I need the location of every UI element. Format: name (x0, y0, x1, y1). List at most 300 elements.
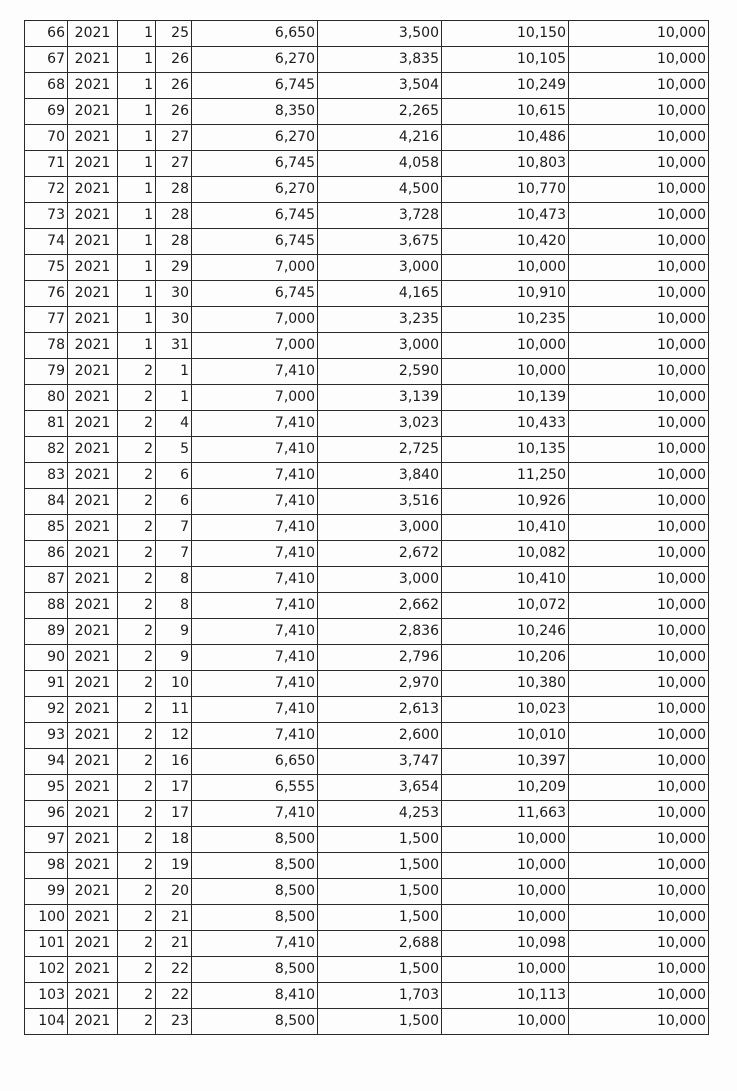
base-cell: 10,000 (569, 775, 709, 801)
month-cell: 1 (118, 177, 156, 203)
row-number-cell: 66 (25, 21, 68, 47)
month-cell: 1 (118, 229, 156, 255)
amount-b-cell: 3,000 (318, 567, 442, 593)
base-cell: 10,000 (569, 203, 709, 229)
year-cell: 2021 (68, 281, 118, 307)
amount-b-cell: 2,590 (318, 359, 442, 385)
month-cell: 2 (118, 749, 156, 775)
table-row (25, 229, 709, 255)
row-number-cell: 71 (25, 151, 68, 177)
row-number-cell: 96 (25, 801, 68, 827)
total-cell: 10,410 (442, 515, 569, 541)
year-cell: 2021 (68, 515, 118, 541)
year-cell: 2021 (68, 385, 118, 411)
month-cell: 2 (118, 437, 156, 463)
day-cell: 9 (156, 619, 192, 645)
row-number-cell: 70 (25, 125, 68, 151)
table-row (25, 73, 709, 99)
total-cell: 10,000 (442, 853, 569, 879)
month-cell: 1 (118, 73, 156, 99)
total-cell: 10,803 (442, 151, 569, 177)
total-cell: 10,000 (442, 827, 569, 853)
amount-b-cell: 1,500 (318, 879, 442, 905)
month-cell: 2 (118, 905, 156, 931)
row-number-cell: 74 (25, 229, 68, 255)
amount-b-cell: 3,500 (318, 21, 442, 47)
year-cell: 2021 (68, 21, 118, 47)
year-cell: 2021 (68, 333, 118, 359)
table-row (25, 255, 709, 281)
table-body (25, 21, 709, 1035)
row-number-cell: 68 (25, 73, 68, 99)
year-cell: 2021 (68, 463, 118, 489)
base-cell: 10,000 (569, 411, 709, 437)
amount-b-cell: 4,058 (318, 151, 442, 177)
year-cell: 2021 (68, 1009, 118, 1035)
table-row (25, 723, 709, 749)
base-cell: 10,000 (569, 177, 709, 203)
row-number-cell: 93 (25, 723, 68, 749)
year-cell: 2021 (68, 307, 118, 333)
total-cell: 10,072 (442, 593, 569, 619)
row-number-cell: 81 (25, 411, 68, 437)
year-cell: 2021 (68, 99, 118, 125)
base-cell: 10,000 (569, 983, 709, 1009)
base-cell: 10,000 (569, 801, 709, 827)
base-cell: 10,000 (569, 255, 709, 281)
base-cell: 10,000 (569, 99, 709, 125)
base-cell: 10,000 (569, 1009, 709, 1035)
day-cell: 1 (156, 359, 192, 385)
day-cell: 17 (156, 775, 192, 801)
table-row (25, 801, 709, 827)
day-cell: 29 (156, 255, 192, 281)
year-cell: 2021 (68, 619, 118, 645)
base-cell: 10,000 (569, 905, 709, 931)
total-cell: 10,615 (442, 99, 569, 125)
amount-b-cell: 3,504 (318, 73, 442, 99)
day-cell: 21 (156, 905, 192, 931)
table-row (25, 333, 709, 359)
month-cell: 2 (118, 411, 156, 437)
month-cell: 2 (118, 983, 156, 1009)
day-cell: 30 (156, 307, 192, 333)
amount-a-cell: 7,410 (192, 411, 318, 437)
row-number-cell: 83 (25, 463, 68, 489)
amount-b-cell: 2,265 (318, 99, 442, 125)
amount-a-cell: 7,410 (192, 359, 318, 385)
amount-b-cell: 1,500 (318, 853, 442, 879)
row-number-cell: 85 (25, 515, 68, 541)
row-number-cell: 75 (25, 255, 68, 281)
year-cell: 2021 (68, 125, 118, 151)
day-cell: 12 (156, 723, 192, 749)
table-row (25, 775, 709, 801)
base-cell: 10,000 (569, 723, 709, 749)
day-cell: 28 (156, 229, 192, 255)
year-cell: 2021 (68, 567, 118, 593)
amount-b-cell: 1,500 (318, 957, 442, 983)
day-cell: 27 (156, 151, 192, 177)
day-cell: 18 (156, 827, 192, 853)
month-cell: 2 (118, 1009, 156, 1035)
total-cell: 10,135 (442, 437, 569, 463)
amount-b-cell: 4,216 (318, 125, 442, 151)
amount-a-cell: 7,410 (192, 619, 318, 645)
month-cell: 2 (118, 801, 156, 827)
year-cell: 2021 (68, 593, 118, 619)
total-cell: 10,380 (442, 671, 569, 697)
amount-a-cell: 7,410 (192, 801, 318, 827)
table-row (25, 515, 709, 541)
total-cell: 10,113 (442, 983, 569, 1009)
month-cell: 1 (118, 21, 156, 47)
table-row (25, 931, 709, 957)
total-cell: 10,486 (442, 125, 569, 151)
row-number-cell: 98 (25, 853, 68, 879)
table-row (25, 21, 709, 47)
month-cell: 2 (118, 541, 156, 567)
base-cell: 10,000 (569, 385, 709, 411)
table-row (25, 385, 709, 411)
row-number-cell: 89 (25, 619, 68, 645)
base-cell: 10,000 (569, 73, 709, 99)
amount-a-cell: 6,745 (192, 203, 318, 229)
total-cell: 10,397 (442, 749, 569, 775)
total-cell: 10,105 (442, 47, 569, 73)
total-cell: 10,150 (442, 21, 569, 47)
amount-b-cell: 2,613 (318, 697, 442, 723)
year-cell: 2021 (68, 749, 118, 775)
table-row (25, 281, 709, 307)
total-cell: 11,663 (442, 801, 569, 827)
day-cell: 9 (156, 645, 192, 671)
row-number-cell: 94 (25, 749, 68, 775)
amount-b-cell: 2,970 (318, 671, 442, 697)
total-cell: 10,098 (442, 931, 569, 957)
day-cell: 28 (156, 177, 192, 203)
amount-a-cell: 7,410 (192, 567, 318, 593)
amount-a-cell: 8,500 (192, 853, 318, 879)
row-number-cell: 79 (25, 359, 68, 385)
day-cell: 25 (156, 21, 192, 47)
day-cell: 17 (156, 801, 192, 827)
base-cell: 10,000 (569, 879, 709, 905)
month-cell: 2 (118, 489, 156, 515)
total-cell: 10,420 (442, 229, 569, 255)
month-cell: 1 (118, 99, 156, 125)
total-cell: 10,235 (442, 307, 569, 333)
amount-b-cell: 2,796 (318, 645, 442, 671)
amount-a-cell: 7,000 (192, 385, 318, 411)
amount-a-cell: 7,410 (192, 515, 318, 541)
day-cell: 31 (156, 333, 192, 359)
total-cell: 10,246 (442, 619, 569, 645)
year-cell: 2021 (68, 697, 118, 723)
amount-a-cell: 8,500 (192, 879, 318, 905)
year-cell: 2021 (68, 957, 118, 983)
year-cell: 2021 (68, 489, 118, 515)
amount-a-cell: 8,500 (192, 905, 318, 931)
table-row (25, 827, 709, 853)
base-cell: 10,000 (569, 749, 709, 775)
row-number-cell: 87 (25, 567, 68, 593)
amount-b-cell: 1,703 (318, 983, 442, 1009)
base-cell: 10,000 (569, 827, 709, 853)
total-cell: 10,082 (442, 541, 569, 567)
row-number-cell: 86 (25, 541, 68, 567)
total-cell: 10,000 (442, 957, 569, 983)
amount-a-cell: 6,745 (192, 151, 318, 177)
total-cell: 10,910 (442, 281, 569, 307)
day-cell: 22 (156, 957, 192, 983)
amount-a-cell: 6,650 (192, 21, 318, 47)
amount-a-cell: 7,000 (192, 307, 318, 333)
row-number-cell: 103 (25, 983, 68, 1009)
month-cell: 1 (118, 125, 156, 151)
amount-a-cell: 6,270 (192, 125, 318, 151)
month-cell: 1 (118, 333, 156, 359)
row-number-cell: 67 (25, 47, 68, 73)
total-cell: 10,410 (442, 567, 569, 593)
amount-b-cell: 2,600 (318, 723, 442, 749)
row-number-cell: 88 (25, 593, 68, 619)
month-cell: 2 (118, 567, 156, 593)
day-cell: 8 (156, 593, 192, 619)
base-cell: 10,000 (569, 931, 709, 957)
row-number-cell: 76 (25, 281, 68, 307)
row-number-cell: 101 (25, 931, 68, 957)
base-cell: 10,000 (569, 151, 709, 177)
day-cell: 7 (156, 515, 192, 541)
row-number-cell: 73 (25, 203, 68, 229)
amount-a-cell: 7,410 (192, 671, 318, 697)
amount-b-cell: 2,836 (318, 619, 442, 645)
total-cell: 10,206 (442, 645, 569, 671)
day-cell: 1 (156, 385, 192, 411)
row-number-cell: 82 (25, 437, 68, 463)
amount-b-cell: 3,728 (318, 203, 442, 229)
month-cell: 2 (118, 515, 156, 541)
year-cell: 2021 (68, 255, 118, 281)
table-row (25, 749, 709, 775)
amount-a-cell: 8,500 (192, 1009, 318, 1035)
table-row (25, 567, 709, 593)
day-cell: 23 (156, 1009, 192, 1035)
total-cell: 10,139 (442, 385, 569, 411)
amount-a-cell: 6,745 (192, 73, 318, 99)
amount-a-cell: 6,555 (192, 775, 318, 801)
table-row (25, 905, 709, 931)
total-cell: 10,473 (442, 203, 569, 229)
month-cell: 2 (118, 463, 156, 489)
base-cell: 10,000 (569, 281, 709, 307)
year-cell: 2021 (68, 931, 118, 957)
data-table (24, 20, 709, 1035)
table-row (25, 177, 709, 203)
amount-b-cell: 3,000 (318, 255, 442, 281)
table-row (25, 307, 709, 333)
row-number-cell: 90 (25, 645, 68, 671)
amount-a-cell: 7,410 (192, 489, 318, 515)
base-cell: 10,000 (569, 21, 709, 47)
amount-a-cell: 7,000 (192, 255, 318, 281)
amount-a-cell: 8,500 (192, 827, 318, 853)
year-cell: 2021 (68, 411, 118, 437)
amount-b-cell: 3,000 (318, 515, 442, 541)
amount-b-cell: 3,835 (318, 47, 442, 73)
amount-b-cell: 2,662 (318, 593, 442, 619)
month-cell: 2 (118, 775, 156, 801)
amount-b-cell: 1,500 (318, 827, 442, 853)
table-row (25, 463, 709, 489)
table-row (25, 99, 709, 125)
amount-b-cell: 2,688 (318, 931, 442, 957)
table-row (25, 619, 709, 645)
day-cell: 10 (156, 671, 192, 697)
year-cell: 2021 (68, 73, 118, 99)
total-cell: 10,000 (442, 255, 569, 281)
month-cell: 2 (118, 359, 156, 385)
month-cell: 2 (118, 645, 156, 671)
amount-a-cell: 7,410 (192, 593, 318, 619)
amount-a-cell: 6,270 (192, 177, 318, 203)
year-cell: 2021 (68, 671, 118, 697)
row-number-cell: 78 (25, 333, 68, 359)
month-cell: 2 (118, 827, 156, 853)
year-cell: 2021 (68, 801, 118, 827)
year-cell: 2021 (68, 151, 118, 177)
month-cell: 2 (118, 931, 156, 957)
month-cell: 2 (118, 697, 156, 723)
day-cell: 20 (156, 879, 192, 905)
amount-a-cell: 8,500 (192, 957, 318, 983)
table-row (25, 983, 709, 1009)
base-cell: 10,000 (569, 125, 709, 151)
total-cell: 10,010 (442, 723, 569, 749)
amount-a-cell: 7,410 (192, 463, 318, 489)
month-cell: 1 (118, 281, 156, 307)
day-cell: 22 (156, 983, 192, 1009)
month-cell: 2 (118, 723, 156, 749)
base-cell: 10,000 (569, 567, 709, 593)
total-cell: 10,209 (442, 775, 569, 801)
table-row (25, 853, 709, 879)
table-row (25, 203, 709, 229)
month-cell: 1 (118, 255, 156, 281)
amount-a-cell: 6,745 (192, 229, 318, 255)
table-row (25, 697, 709, 723)
day-cell: 6 (156, 489, 192, 515)
row-number-cell: 77 (25, 307, 68, 333)
amount-a-cell: 7,410 (192, 645, 318, 671)
year-cell: 2021 (68, 359, 118, 385)
day-cell: 5 (156, 437, 192, 463)
amount-b-cell: 4,165 (318, 281, 442, 307)
total-cell: 10,000 (442, 333, 569, 359)
year-cell: 2021 (68, 229, 118, 255)
amount-a-cell: 7,410 (192, 697, 318, 723)
total-cell: 10,000 (442, 879, 569, 905)
month-cell: 2 (118, 385, 156, 411)
table-row (25, 151, 709, 177)
amount-b-cell: 3,023 (318, 411, 442, 437)
amount-a-cell: 7,410 (192, 541, 318, 567)
base-cell: 10,000 (569, 671, 709, 697)
amount-b-cell: 4,500 (318, 177, 442, 203)
base-cell: 10,000 (569, 515, 709, 541)
month-cell: 1 (118, 47, 156, 73)
day-cell: 16 (156, 749, 192, 775)
total-cell: 10,000 (442, 905, 569, 931)
day-cell: 4 (156, 411, 192, 437)
row-number-cell: 97 (25, 827, 68, 853)
amount-a-cell: 6,745 (192, 281, 318, 307)
amount-b-cell: 3,516 (318, 489, 442, 515)
amount-a-cell: 8,350 (192, 99, 318, 125)
year-cell: 2021 (68, 645, 118, 671)
row-number-cell: 72 (25, 177, 68, 203)
year-cell: 2021 (68, 203, 118, 229)
amount-b-cell: 2,725 (318, 437, 442, 463)
year-cell: 2021 (68, 983, 118, 1009)
row-number-cell: 80 (25, 385, 68, 411)
base-cell: 10,000 (569, 229, 709, 255)
base-cell: 10,000 (569, 463, 709, 489)
amount-b-cell: 3,840 (318, 463, 442, 489)
month-cell: 2 (118, 957, 156, 983)
row-number-cell: 100 (25, 905, 68, 931)
amount-a-cell: 7,000 (192, 333, 318, 359)
day-cell: 28 (156, 203, 192, 229)
base-cell: 10,000 (569, 489, 709, 515)
amount-b-cell: 3,000 (318, 333, 442, 359)
table-row (25, 645, 709, 671)
day-cell: 7 (156, 541, 192, 567)
amount-b-cell: 1,500 (318, 905, 442, 931)
total-cell: 10,770 (442, 177, 569, 203)
table-row (25, 359, 709, 385)
table-row (25, 671, 709, 697)
amount-a-cell: 7,410 (192, 931, 318, 957)
amount-a-cell: 6,650 (192, 749, 318, 775)
amount-b-cell: 1,500 (318, 1009, 442, 1035)
base-cell: 10,000 (569, 437, 709, 463)
row-number-cell: 84 (25, 489, 68, 515)
day-cell: 11 (156, 697, 192, 723)
table-row (25, 879, 709, 905)
amount-b-cell: 3,139 (318, 385, 442, 411)
amount-b-cell: 3,675 (318, 229, 442, 255)
base-cell: 10,000 (569, 359, 709, 385)
amount-b-cell: 4,253 (318, 801, 442, 827)
base-cell: 10,000 (569, 697, 709, 723)
row-number-cell: 69 (25, 99, 68, 125)
year-cell: 2021 (68, 905, 118, 931)
table-row (25, 437, 709, 463)
month-cell: 1 (118, 151, 156, 177)
base-cell: 10,000 (569, 47, 709, 73)
amount-b-cell: 3,654 (318, 775, 442, 801)
total-cell: 11,250 (442, 463, 569, 489)
year-cell: 2021 (68, 437, 118, 463)
base-cell: 10,000 (569, 333, 709, 359)
amount-b-cell: 3,747 (318, 749, 442, 775)
month-cell: 2 (118, 853, 156, 879)
month-cell: 2 (118, 879, 156, 905)
table-row (25, 957, 709, 983)
year-cell: 2021 (68, 723, 118, 749)
